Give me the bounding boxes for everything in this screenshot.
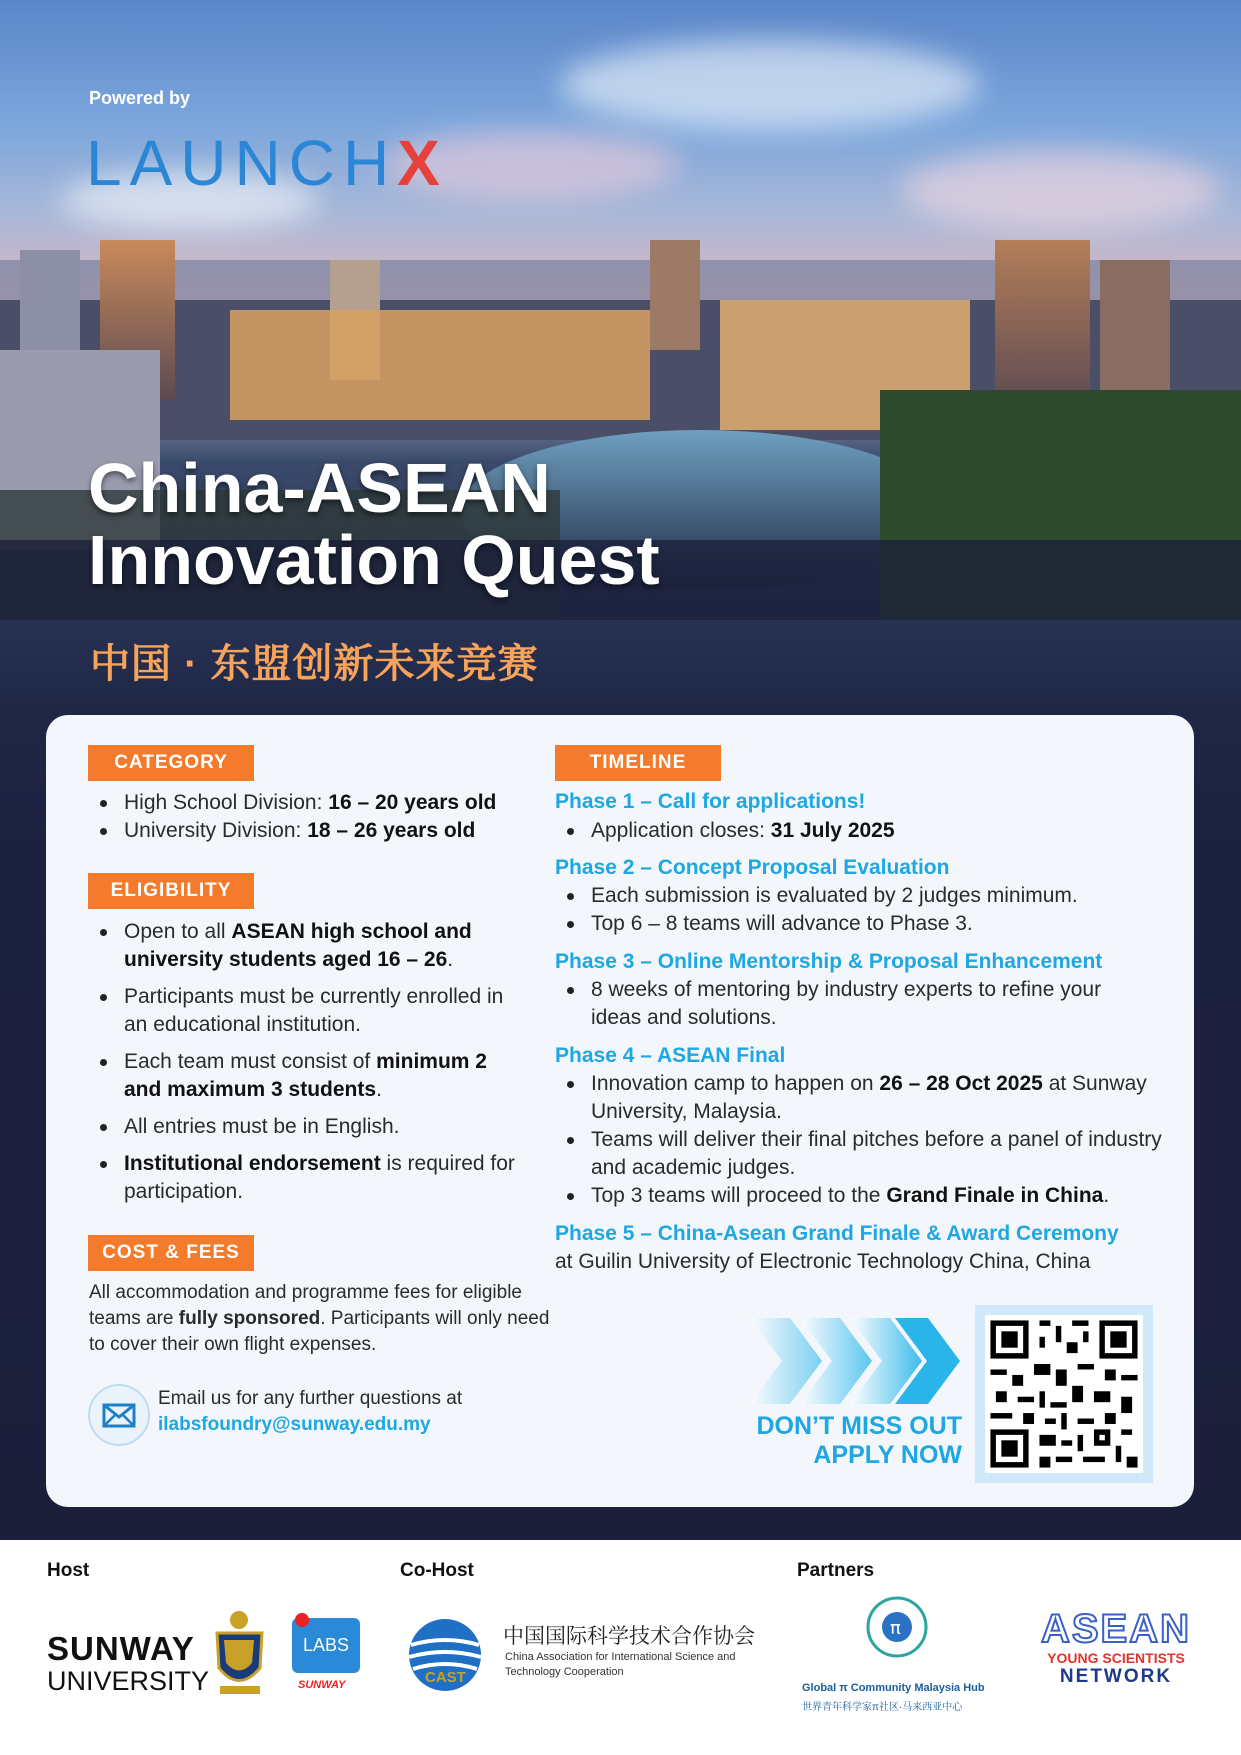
cast-globe-icon <box>405 1615 495 1695</box>
list-item <box>88 1150 528 1206</box>
phase-2-heading: Phase 2 – Concept Proposal Evaluation <box>555 856 950 879</box>
sunway-logo-line1: SUNWAY <box>47 1630 195 1667</box>
timeline-text: Innovation camp to happen on <box>591 1072 880 1095</box>
cohost-label: Co-Host <box>400 1560 474 1581</box>
eligibility-text: Open to all <box>124 920 232 943</box>
phase-3-heading: Phase 3 – Online Mentorship & Proposal Enhancement <box>555 950 1103 973</box>
event-title <box>88 449 660 599</box>
labs-dot-icon <box>295 1613 309 1627</box>
timeline-text: Teams will deliver their final pitches before a panel of industry and academic judges. <box>591 1128 1162 1179</box>
list-item <box>88 789 528 817</box>
cloud <box>560 40 980 130</box>
host-label: Host <box>47 1560 90 1581</box>
sunway-crest-icon <box>212 1608 267 1703</box>
event-title-chinese: 中国 · 东盟创新未来竞赛 <box>90 642 539 686</box>
cast-english-line1: China Association for International Science and <box>505 1651 736 1663</box>
timeline-bold: Grand Finale in China <box>886 1184 1104 1207</box>
list-item <box>555 1126 1170 1182</box>
timeline-text: Application closes: <box>591 819 771 842</box>
sunway-logo-line2: UNIVERSITY <box>47 1666 210 1696</box>
list-item <box>555 1182 1170 1210</box>
eligibility-list <box>88 918 528 1215</box>
labs-sub-label: SUNWAY <box>298 1679 346 1691</box>
eligibility-bold: ASEAN high school and university students aged 16 – 26 <box>124 920 472 971</box>
timeline-bold: 31 July 2025 <box>770 819 895 842</box>
cast-english-line2: Technology Cooperation <box>505 1666 624 1678</box>
timeline-bold: 26 – 28 Oct 2025 <box>879 1072 1043 1095</box>
powered-by-label: Powered by <box>89 88 191 108</box>
svg-text:π: π <box>890 1618 901 1639</box>
timeline-text: Top 3 teams will proceed to the <box>591 1184 887 1207</box>
ysn-network-text: NETWORK <box>1059 1666 1173 1687</box>
cast-english-name <box>505 1650 736 1680</box>
list-item <box>88 817 528 845</box>
event-title-line1: China-ASEAN <box>88 449 551 527</box>
category-item-bold: 16 – 20 years old <box>328 791 497 814</box>
list-item <box>555 817 1175 845</box>
phase-2-list <box>555 882 1175 938</box>
timeline-text: Each submission is evaluated by 2 judges minimum. <box>591 884 1078 907</box>
sunway-university-logo <box>47 1632 209 1696</box>
list-item <box>88 1113 528 1141</box>
global-pi-community-icon <box>866 1596 928 1658</box>
cta-line1: DON’T MISS OUT <box>756 1412 962 1440</box>
category-item-text: High School Division: <box>124 791 329 814</box>
ysn-young-scientists-text: YOUNG SCIENTISTS <box>1047 1650 1185 1666</box>
asean-young-scientists-logo <box>1036 1608 1196 1688</box>
list-item <box>88 983 528 1039</box>
phase-4-heading: Phase 4 – ASEAN Final <box>555 1044 786 1067</box>
fees-text: All accommodation and programme fees for eligible teams are <box>89 1282 522 1329</box>
cost-fees-tag: COST & FEES <box>88 1235 254 1271</box>
arrows-decoration-icon <box>750 1318 965 1404</box>
timeline-text: Top 6 – 8 teams will advance to Phase 3. <box>591 912 973 935</box>
apply-now-callout[interactable] <box>700 1412 962 1470</box>
cast-chinese-name: 中国国际科学技术合作协会 <box>503 1625 755 1648</box>
list-item <box>88 918 528 974</box>
eligibility-text: All entries must be in English. <box>124 1115 400 1138</box>
fees-bold: fully sponsored <box>178 1308 321 1329</box>
category-item-bold: 18 – 26 years old <box>307 819 476 842</box>
list-item <box>555 976 1135 1032</box>
global-pi-community-name: Global π Community Malaysia Hub <box>802 1682 985 1694</box>
partners-label: Partners <box>797 1560 875 1581</box>
email-icon <box>88 1384 150 1446</box>
eligibility-bold: Institutional endorsement <box>124 1152 381 1175</box>
list-item <box>555 910 1175 938</box>
category-list <box>88 789 528 845</box>
timeline-tag: TIMELINE <box>555 745 721 781</box>
fees-text: . Participants will only need to cover their own flight expenses. <box>89 1308 550 1355</box>
launchx-logo-x: X <box>397 127 448 199</box>
labs-logo-text: LABS <box>302 1635 350 1655</box>
fees-paragraph <box>89 1280 559 1358</box>
eligibility-text: . <box>376 1078 382 1101</box>
cast-logo-text: CAST <box>425 1669 466 1686</box>
cloud <box>900 150 1220 230</box>
phase-3-list <box>555 976 1135 1032</box>
eligibility-text: Each team must consist of <box>124 1050 377 1073</box>
category-item-text: University Division: <box>124 819 308 842</box>
list-item <box>88 1048 528 1104</box>
phase-5-heading: Phase 5 – China-Asean Grand Finale & Award Ceremony <box>555 1222 1119 1245</box>
launchx-logo <box>86 126 448 200</box>
phase-4-list <box>555 1070 1170 1210</box>
footer <box>0 1540 1241 1755</box>
list-item <box>555 882 1175 910</box>
timeline-text: . <box>1103 1184 1110 1207</box>
list-item <box>555 1070 1170 1126</box>
phase-1-list <box>555 817 1175 845</box>
eligibility-text: Participants must be currently enrolled in an educational institution. <box>124 985 504 1036</box>
launchx-logo-text: LAUNCH <box>86 127 398 199</box>
timeline-text: at Sunway University, Malaysia. <box>591 1072 1147 1123</box>
timeline-text: 8 weeks of mentoring by industry experts to refine your ideas and solutions. <box>591 978 1102 1029</box>
event-title-line2: Innovation Quest <box>88 521 660 599</box>
category-tag: CATEGORY <box>88 745 254 781</box>
eligibility-text: . <box>447 948 454 971</box>
eligibility-bold: minimum 2 and maximum 3 students <box>124 1050 487 1101</box>
eligibility-tag: ELIGIBILITY <box>88 873 254 909</box>
ysn-asean-text: ASEAN <box>1040 1607 1192 1651</box>
email-prompt: Email us for any further questions at <box>158 1388 463 1409</box>
qr-code-icon[interactable] <box>985 1315 1143 1473</box>
eligibility-text: is required for participation. <box>124 1152 515 1203</box>
email-link[interactable]: ilabsfoundry@sunway.edu.my <box>158 1414 431 1435</box>
cta-line2: APPLY NOW <box>813 1441 962 1469</box>
phase-1-heading: Phase 1 – Call for applications! <box>555 790 866 813</box>
global-pi-community-cn-name: 世界青年科学家π社区·马来西亚中心 <box>802 1702 963 1713</box>
phase-5-text: at Guilin University of Electronic Technology China, China <box>555 1250 1091 1273</box>
